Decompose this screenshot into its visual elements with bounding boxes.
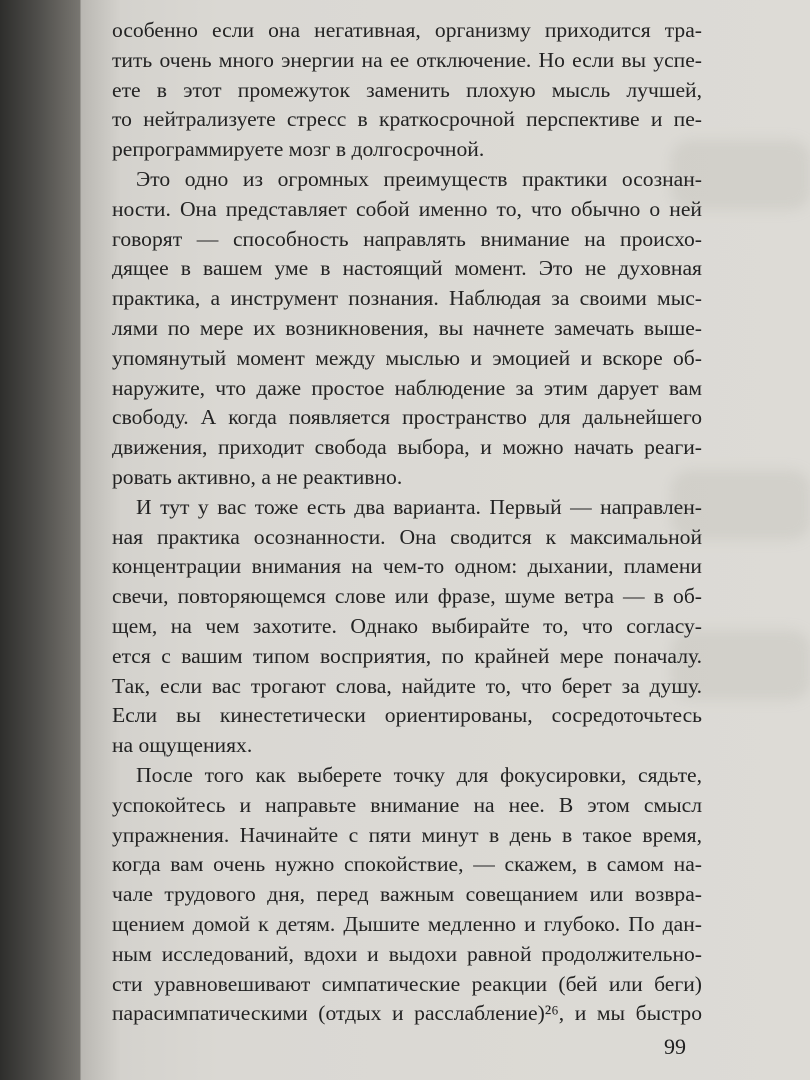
text-line: успокойтесь и направьте внимание на нее. В этом смысл: [112, 792, 702, 817]
text-line: когда вам очень нужно спокойствие, — скажем, в самом на-: [112, 852, 702, 877]
text-line: репрограммируете мозг в долгосрочной.: [112, 137, 485, 162]
text-line: особенно если она негативная, организму приходится тра-: [112, 18, 702, 42]
text-line: наружите, что даже простое наблюдение за этим дарует вам: [112, 375, 702, 400]
text-line: то нейтрализуете стресс в краткосрочной перспективе и пе-: [112, 107, 702, 132]
text-line: лями по мере их возникновения, вы начнете замечать выше-: [112, 315, 702, 340]
text-line: говорят — способность направлять внимание на происхо-: [112, 226, 702, 251]
text-line: ным исследований, вдохи и выдохи равной продолжительно-: [112, 941, 702, 966]
text-line: свободу. А когда появляется пространство для дальнейшего: [112, 405, 702, 430]
text-line: Если вы кинестетически ориентированы, сосредоточьтесь: [112, 703, 702, 728]
text-line: ете в этот промежуток заменить плохую мысль лучшей,: [112, 77, 702, 102]
text-line: И тут у вас тоже есть два варианта. Первый — направлен-: [136, 494, 702, 519]
text-line: После того как выберете точку для фокусировки, сядьте,: [136, 762, 702, 787]
text-line: упомянутый момент между мыслью и эмоцией и вскоре об-: [112, 345, 702, 370]
text-line: движения, приходит свобода выбора, и можно начать реаги-: [112, 435, 702, 460]
text-line: сти уравновешивают симпатические реакции (бей или беги): [112, 971, 702, 996]
text-line: свечи, повторяющемся слове или фразе, шуме ветра — в об-: [112, 584, 702, 609]
text-line: щением домой к детям. Дышите медленно и глубоко. По дан-: [112, 911, 702, 936]
text-line: на ощущениях.: [112, 733, 253, 758]
text-line: дящее в вашем уме в настоящий момент. Это не духовная: [112, 256, 702, 281]
text-line: ности. Она представляет собой именно то, что обычно о ней: [112, 196, 702, 221]
text-line: чале трудового дня, перед важным совещанием или возвра-: [112, 882, 702, 907]
text-line: Так, если вас трогают слова, найдите то, что берет за душу.: [112, 673, 702, 698]
text-line: парасимпатическими (отдых и расслабление)²⁶, и мы быстро: [112, 1001, 702, 1026]
text-line: Это одно из огромных преимуществ практики осознан-: [136, 166, 702, 191]
text-line: ется с вашим типом восприятия, по крайней мере поначалу.: [112, 643, 702, 668]
text-line: тить очень много энергии на ее отключение. Но если вы успе-: [112, 47, 702, 72]
text-line: практика, а инструмент познания. Наблюдая за своими мыс-: [112, 286, 702, 311]
text-line: ровать активно, а не реактивно.: [112, 464, 403, 489]
text-line: упражнения. Начинайте с пяти минут в день в такое время,: [112, 822, 702, 847]
text-line: щем, на чем захотите. Однако выбирайте то, что согласу-: [112, 613, 702, 638]
page-number: 99: [664, 1034, 686, 1059]
text-line: ная практика осознанности. Она сводится к максимальной: [112, 524, 702, 549]
body-text: [112, 16, 702, 1029]
text-line: концентрации внимания на чем-то одном: дыхании, пламени: [112, 554, 702, 579]
